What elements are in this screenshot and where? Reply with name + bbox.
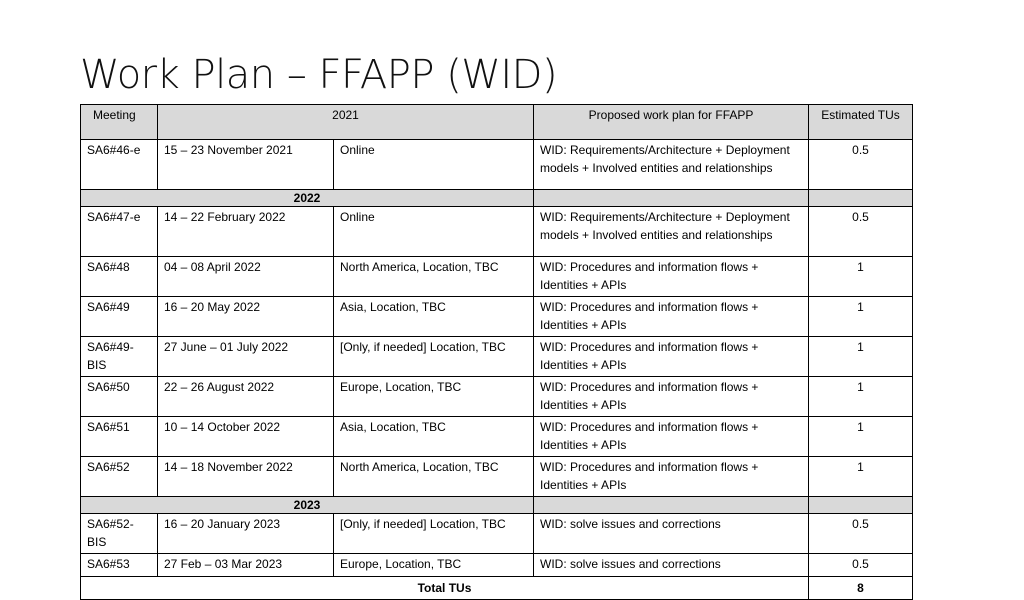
location-cell: North America, Location, TBC: [334, 457, 534, 497]
year-row-empty-cell: [809, 497, 913, 514]
table-row: [81, 337, 913, 377]
work-plan-cell: WID: solve issues and corrections: [534, 514, 809, 554]
estimated-tus-cell: 0.5: [809, 140, 913, 190]
dates-cell: 10 – 14 October 2022: [158, 417, 334, 457]
meeting-cell: SA6#52-BIS: [81, 514, 158, 554]
table-row: [81, 297, 913, 337]
header-meeting: Meeting: [81, 105, 158, 140]
location-cell: Asia, Location, TBC: [334, 297, 534, 337]
table-row: [81, 417, 913, 457]
work-plan-cell: WID: Procedures and information flows + Identities + APIs: [534, 257, 809, 297]
meeting-cell: SA6#49: [81, 297, 158, 337]
dates-cell: 14 – 18 November 2022: [158, 457, 334, 497]
table-row: [81, 554, 913, 577]
year-label: 2023: [81, 497, 534, 514]
dates-cell: 16 – 20 May 2022: [158, 297, 334, 337]
meeting-cell: SA6#48: [81, 257, 158, 297]
year-row-empty-cell: [809, 190, 913, 207]
meeting-cell: SA6#50: [81, 377, 158, 417]
table-row: [81, 257, 913, 297]
meeting-cell: SA6#49-BIS: [81, 337, 158, 377]
work-plan-cell: WID: Procedures and information flows + Identities + APIs: [534, 337, 809, 377]
work-plan-cell: WID: Requirements/Architecture + Deployment models + Involved entities and relationships: [534, 140, 809, 190]
location-cell: Europe, Location, TBC: [334, 377, 534, 417]
location-cell: Online: [334, 140, 534, 190]
dates-cell: 14 – 22 February 2022: [158, 207, 334, 257]
year-row-empty-cell: [534, 497, 809, 514]
work-plan-cell: WID: solve issues and corrections: [534, 554, 809, 577]
estimated-tus-cell: 1: [809, 337, 913, 377]
work-plan-cell: WID: Procedures and information flows + Identities + APIs: [534, 457, 809, 497]
year-label: 2022: [81, 190, 534, 207]
estimated-tus-cell: 1: [809, 297, 913, 337]
table-row: [81, 457, 913, 497]
header-work-plan: Proposed work plan for FFAPP: [534, 105, 809, 140]
header-estimated-tus: Estimated TUs: [809, 105, 913, 140]
location-cell: [Only, if needed] Location, TBC: [334, 337, 534, 377]
dates-cell: 27 Feb – 03 Mar 2023: [158, 554, 334, 577]
year-row-empty-cell: [534, 190, 809, 207]
table-row: [81, 514, 913, 554]
dates-cell: 04 – 08 April 2022: [158, 257, 334, 297]
year-divider-row: [81, 497, 913, 514]
estimated-tus-cell: 1: [809, 257, 913, 297]
location-cell: North America, Location, TBC: [334, 257, 534, 297]
total-value: 8: [809, 576, 913, 599]
meeting-cell: SA6#51: [81, 417, 158, 457]
meeting-cell: SA6#53: [81, 554, 158, 577]
dates-cell: 15 – 23 November 2021: [158, 140, 334, 190]
table-header-row: [81, 105, 913, 140]
estimated-tus-cell: 0.5: [809, 207, 913, 257]
dates-cell: 16 – 20 January 2023: [158, 514, 334, 554]
work-plan-table: [80, 104, 913, 600]
estimated-tus-cell: 0.5: [809, 554, 913, 577]
estimated-tus-cell: 1: [809, 377, 913, 417]
location-cell: Asia, Location, TBC: [334, 417, 534, 457]
work-plan-cell: WID: Procedures and information flows + Identities + APIs: [534, 297, 809, 337]
location-cell: Online: [334, 207, 534, 257]
table-body: [81, 140, 913, 577]
estimated-tus-cell: 0.5: [809, 514, 913, 554]
dates-cell: 22 – 26 August 2022: [158, 377, 334, 417]
page-title: Work Plan – FFAPP (WID): [80, 52, 558, 98]
dates-cell: 27 June – 01 July 2022: [158, 337, 334, 377]
estimated-tus-cell: 1: [809, 457, 913, 497]
total-label: Total TUs: [81, 576, 809, 599]
estimated-tus-cell: 1: [809, 417, 913, 457]
location-cell: [Only, if needed] Location, TBC: [334, 514, 534, 554]
total-row: [81, 576, 913, 599]
work-plan-cell: WID: Requirements/Architecture + Deployment models + Involved entities and relationships: [534, 207, 809, 257]
header-2021: 2021: [158, 105, 534, 140]
work-plan-cell: WID: Procedures and information flows + Identities + APIs: [534, 377, 809, 417]
location-cell: Europe, Location, TBC: [334, 554, 534, 577]
meeting-cell: SA6#46-e: [81, 140, 158, 190]
year-divider-row: [81, 190, 913, 207]
meeting-cell: SA6#52: [81, 457, 158, 497]
meeting-cell: SA6#47-e: [81, 207, 158, 257]
table-row: [81, 140, 913, 190]
work-plan-cell: WID: Procedures and information flows + Identities + APIs: [534, 417, 809, 457]
table-row: [81, 377, 913, 417]
table-row: [81, 207, 913, 257]
